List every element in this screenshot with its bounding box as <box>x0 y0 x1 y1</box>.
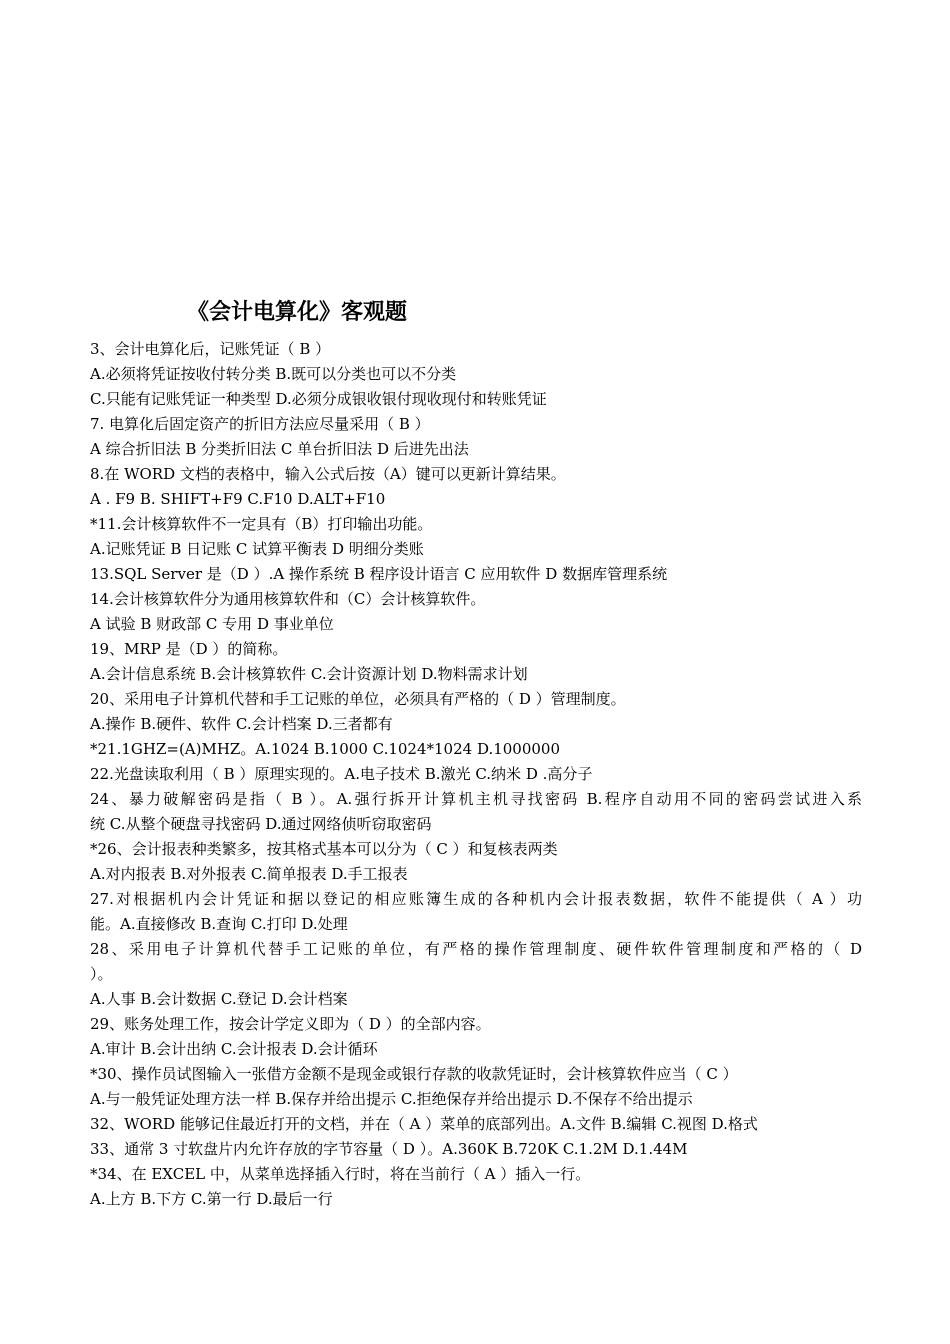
option-line: A.必须将凭证按收付转分类 B.既可以分类也可以不分类 <box>90 365 457 383</box>
question-line: 33、通常 3 寸软盘片内允许存放的字节容量（ D ）。A.360K B.720K C.1.2M D.1.44M <box>90 1140 688 1158</box>
option-line: C.只能有记账凭证一种类型 D.必须分成银收银付现收现付和转账凭证 <box>90 390 547 408</box>
option-line: A.操作 B.硬件、软件 C.会计档案 D.三者都有 <box>90 715 393 733</box>
question-line: 8.在 WORD 文档的表格中，输入公式后按（A）键可以更新计算结果。 <box>90 465 566 483</box>
question-line: 32、WORD 能够记住最近打开的文档，并在（ A ）菜单的底部列出。A.文件 B.编辑 C.视图 D.格式 <box>90 1115 758 1133</box>
question-line: *34、在 EXCEL 中，从菜单选择插入行时，将在当前行（ A ）插入一行。 <box>90 1165 591 1183</box>
question-line: 28、采用电子计算机代替手工记账的单位，有严格的操作管理制度、硬件软件管理制度和严格的（ D <box>90 940 862 958</box>
option-line: 统 C.从整个硬盘寻找密码 D.通过网络侦听窃取密码 <box>90 815 432 833</box>
question-line: 27.对根据机内会计凭证和据以登记的相应账簿生成的各种机内会计报表数据，软件不能提供（ A ）功 <box>90 890 862 908</box>
option-line: A.审计 B.会计出纳 C.会计报表 D.会计循环 <box>90 1040 378 1058</box>
option-line: A 试验 B 财政部 C 专用 D 事业单位 <box>90 615 334 633</box>
question-line: 7. 电算化后固定资产的折旧方法应尽量采用（ B ） <box>90 415 430 433</box>
question-line: 14.会计核算软件分为通用核算软件和（C）会计核算软件。 <box>90 590 486 608</box>
question-line: *21.1GHZ=(A)MHZ。A.1024 B.1000 C.1024*1024 D.1000000 <box>90 740 561 758</box>
option-line: 能。A.直接修改 B.查询 C.打印 D.处理 <box>90 915 348 933</box>
option-line: A.人事 B.会计数据 C.登记 D.会计档案 <box>90 990 348 1008</box>
option-line: A 综合折旧法 B 分类折旧法 C 单台折旧法 D 后进先出法 <box>90 440 469 458</box>
option-line: A.会计信息系统 B.会计核算软件 C.会计资源计划 D.物料需求计划 <box>90 665 528 683</box>
option-line: A.对内报表 B.对外报表 C.简单报表 D.手工报表 <box>90 865 408 883</box>
question-list <box>90 337 862 1212</box>
question-line: ）。 <box>90 965 113 983</box>
option-line: A . F9 B. SHIFT+F9 C.F10 D.ALT+F10 <box>90 490 386 508</box>
question-line: *30、操作员试图输入一张借方金额不是现金或银行存款的收款凭证时，会计核算软件应当（ C ） <box>90 1065 738 1083</box>
option-line: A.记账凭证 B 日记账 C 试算平衡表 D 明细分类账 <box>90 540 424 558</box>
question-line: 22.光盘读取利用（ B ）原理实现的。A.电子技术 B.激光 C.纳米 D .高分子 <box>90 765 593 783</box>
option-line: A.与一般凭证处理方法一样 B.保存并给出提示 C.拒绝保存并给出提示 D.不保存不给出提示 <box>90 1090 693 1108</box>
question-line: 24、暴力破解密码是指（ B ）。A.强行拆开计算机主机寻找密码 B.程序自动用不同的密码尝试进入系 <box>90 790 862 808</box>
question-line: 3、会计电算化后，记账凭证（ B ） <box>90 340 331 358</box>
option-line: A.上方 B.下方 C.第一行 D.最后一行 <box>90 1190 333 1208</box>
question-line: *26、会计报表种类繁多，按其格式基本可以分为（ C ）和复核表两类 <box>90 840 558 858</box>
question-line: 20、采用电子计算机代替和手工记账的单位，必须具有严格的（ D ）管理制度。 <box>90 690 626 708</box>
question-line: 13.SQL Server 是（D ）.A 操作系统 B 程序设计语言 C 应用软件 D 数据库管理系统 <box>90 565 668 583</box>
question-line: 19、MRP 是（D ）的简称。 <box>90 640 288 658</box>
question-line: 29、账务处理工作，按会计学定义即为（ D ）的全部内容。 <box>90 1015 491 1033</box>
document-title: 《会计电算化》客观题 <box>187 300 408 325</box>
question-line: *11.会计核算软件不一定具有（B）打印输出功能。 <box>90 515 433 533</box>
